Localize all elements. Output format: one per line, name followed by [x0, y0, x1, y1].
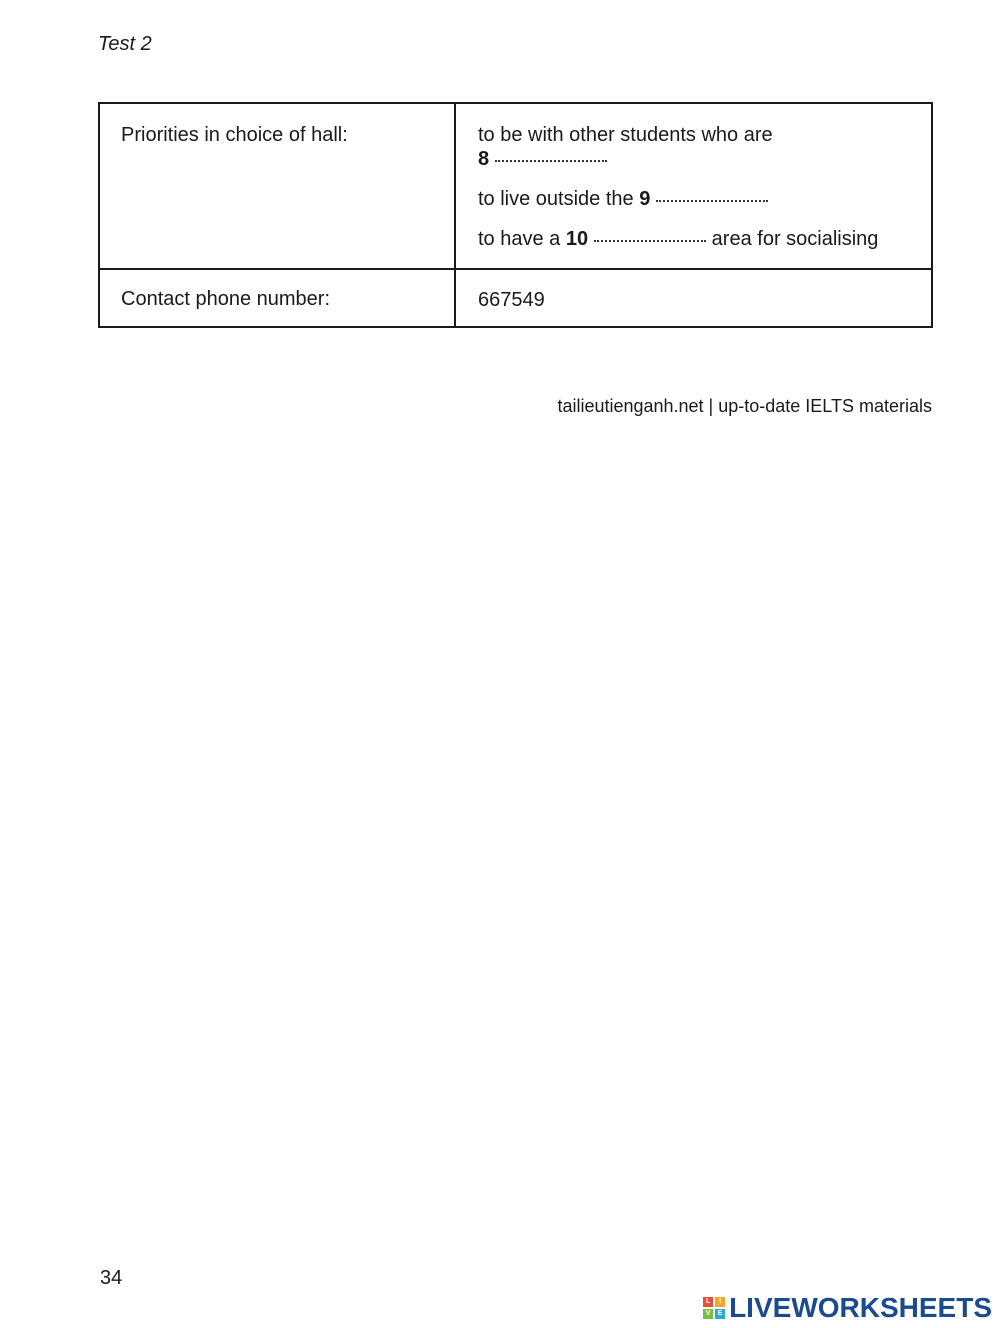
- form-table: [98, 102, 933, 328]
- table-row-phone: [99, 269, 932, 327]
- question-number-8: 8: [478, 148, 490, 170]
- priority-line-10-prefix: to have a: [478, 228, 561, 250]
- label-cell: [99, 269, 455, 327]
- priority-line-1: to be with other students who are: [478, 124, 773, 146]
- answer-blank-10[interactable]: [594, 240, 706, 242]
- priorities-label: Priorities in choice of hall:: [121, 124, 348, 146]
- page-number: 34: [100, 1267, 123, 1289]
- liveworksheets-logo: [703, 1291, 992, 1325]
- priority-line-10-suffix: area for socialising: [711, 228, 879, 250]
- answer-blank-8[interactable]: [495, 160, 607, 162]
- logo-icon-tile: E: [715, 1309, 725, 1319]
- priority-line-9-prefix: to live outside the: [478, 188, 634, 210]
- liveworksheets-logo-text: LIVEWORKSHEETS: [729, 1292, 992, 1323]
- value-cell: [455, 269, 932, 327]
- logo-icon-tile: L: [703, 1297, 713, 1307]
- question-number-9: 9: [639, 188, 651, 210]
- label-cell: [99, 103, 455, 269]
- liveworksheets-logo-icon: [703, 1297, 725, 1319]
- answer-blank-9[interactable]: [656, 200, 768, 202]
- running-head: Test 2: [98, 33, 152, 55]
- logo-icon-tile: V: [703, 1309, 713, 1319]
- value-cell: [455, 103, 932, 269]
- source-credit: tailieutienganh.net | up-to-date IELTS materials: [557, 396, 932, 416]
- logo-icon-tile: I: [715, 1297, 725, 1307]
- phone-value: 667549: [478, 289, 545, 311]
- question-number-10: 10: [565, 228, 589, 250]
- priority-line-8: [456, 147, 931, 171]
- priority-line-10: [456, 211, 931, 251]
- priority-line-9: [456, 171, 931, 211]
- table-row-priorities: [99, 103, 932, 269]
- phone-label: Contact phone number:: [121, 288, 331, 310]
